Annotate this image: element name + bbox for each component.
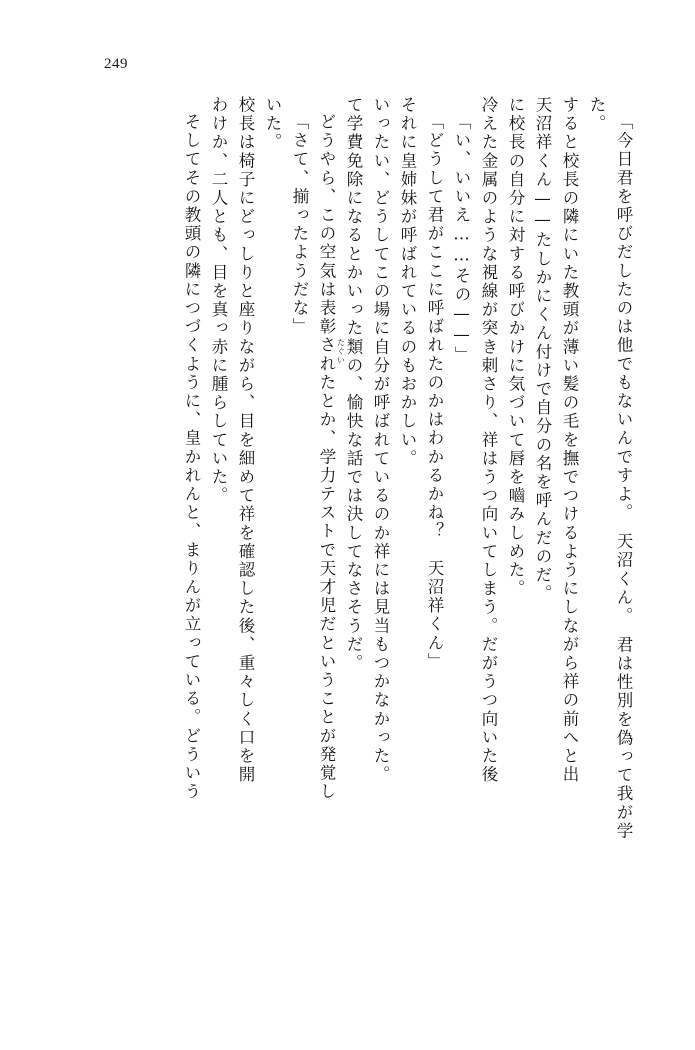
text-column: 天沼祥くん——たしかにくん付けで自分の名を呼んだのだ。 xyxy=(533,96,552,604)
text-column: わけか、二人とも、目を真っ赤に腫らしていた。 xyxy=(209,96,228,506)
text-column: そしてその教頭の隣につづくように、皇かれんと、まりんが立っている。どういう xyxy=(182,113,201,802)
text-column: に校長の自分に対する呼びかけに気づいて唇を嚙みしめた。 xyxy=(506,96,525,599)
text-column: すると校長の隣にいた教頭が薄い髪の毛を撫でつけるようにしながら祥の前へと出 xyxy=(560,96,579,785)
text-column: それに皇姉妹が呼ばれているのもおかしい。 xyxy=(398,96,417,468)
page-number: 249 xyxy=(104,56,128,72)
text-column: 校長は椅子にどっしりと座りながら、目を細めて祥を確認した後、重々しく口を開 xyxy=(236,96,255,785)
text-column: いた。 xyxy=(263,96,282,152)
text-column: 「い、いいえ……その——」 xyxy=(452,113,471,365)
vertical-text-block xyxy=(172,96,631,956)
text-column: 「どうして君がここに呼ばれたのかはわかるかね？ 天沼祥くん」 xyxy=(425,113,444,671)
text-column: た。 xyxy=(587,96,606,134)
text-column: どうやら、この空気は表彰されたとか、学力テストで天才児だということが発覚し xyxy=(317,113,336,802)
text-column: 「さて、揃ったようだな」 xyxy=(290,113,309,337)
text-column: 「今日君を呼びだしたのは他でもないんですよ。 天沼くん。 君は性別を偽って我が学 xyxy=(614,113,633,841)
ruby-annotation: たぐい xyxy=(336,337,346,365)
text-column: いったい、どうしてこの場に自分が呼ばれているのか祥には見当もつかなかった。 xyxy=(371,96,390,785)
text-column: て学費免除になるとかいった類の、愉快な話では決してなさそうだ。 たぐい xyxy=(336,96,363,673)
text-column: 冷えた金属のような視線が突き刺さり、祥はうつ向いてしまう。だがうつ向いた後 xyxy=(479,96,498,785)
